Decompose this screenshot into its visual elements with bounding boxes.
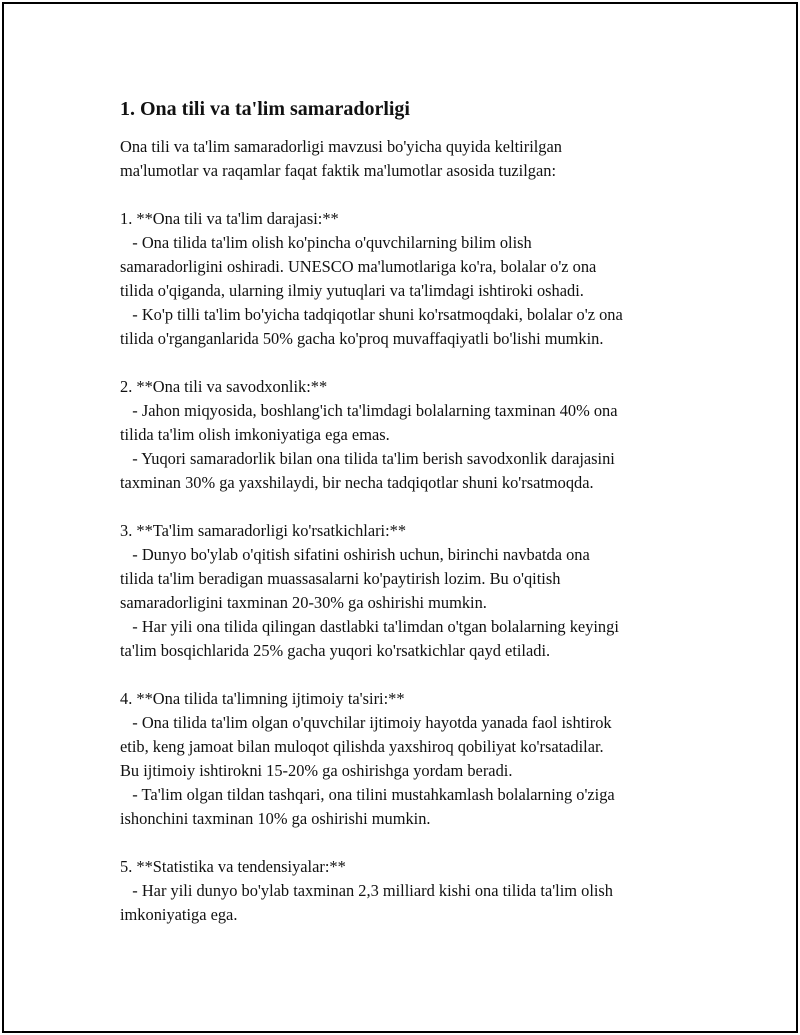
text-line: ma'lumotlar va raqamlar faqat faktik ma'lumotlar asosida tuzilgan: — [120, 161, 557, 180]
text-line: - Har yili dunyo bo'ylab taxminan 2,3 milliard kishi ona tilida ta'lim olish — [120, 881, 614, 900]
text-line: taxminan 30% ga yaxshilaydi, bir necha tadqiqotlar shuni ko'rsatmoqda. — [120, 473, 594, 492]
intro-paragraph — [120, 135, 700, 183]
text-line: - Jahon miqyosida, boshlang'ich ta'limdagi bolalarning taxminan 40% ona — [120, 401, 618, 420]
text-line: ishonchini taxminan 10% ga oshirishi mumkin. — [120, 809, 431, 828]
section-paragraph — [120, 687, 700, 831]
section-heading: 4. **Ona tilida ta'limning ijtimoiy ta'siri:** — [120, 689, 405, 708]
text-line: Bu ijtimoiy ishtirokni 15-20% ga oshirishga yordam beradi. — [120, 761, 513, 780]
text-line: samaradorligini oshiradi. UNESCO ma'lumotlariga ko'ra, bolalar o'z ona — [120, 257, 597, 276]
section-2 — [120, 375, 700, 495]
section-heading: 5. **Statistika va tendensiyalar:** — [120, 857, 346, 876]
section-paragraph — [120, 207, 700, 351]
text-line: - Ta'lim olgan tildan tashqari, ona tilini mustahkamlash bolalarning o'ziga — [120, 785, 615, 804]
text-line: etib, keng jamoat bilan muloqot qilishda yaxshiroq qobiliyat ko'rsatadilar. — [120, 737, 604, 756]
section-heading: 2. **Ona tili va savodxonlik:** — [120, 377, 328, 396]
text-line: - Yuqori samaradorlik bilan ona tilida ta'lim berish savodxonlik darajasini — [120, 449, 615, 468]
section-paragraph — [120, 519, 700, 663]
section-paragraph — [120, 375, 700, 495]
text-line: - Dunyo bo'ylab o'qitish sifatini oshirish uchun, birinchi navbatda ona — [120, 545, 590, 564]
section-paragraph — [120, 855, 700, 927]
text-line: samaradorligini taxminan 20-30% ga oshirishi mumkin. — [120, 593, 487, 612]
section-3 — [120, 519, 700, 663]
text-line: tilida ta'lim beradigan muassasalarni ko'paytirish lozim. Bu o'qitish — [120, 569, 561, 588]
text-line: - Ona tilida ta'lim olish ko'pincha o'quvchilarning bilim olish — [120, 233, 532, 252]
section-heading: 1. **Ona tili va ta'lim darajasi:** — [120, 209, 339, 228]
text-line: tilida ta'lim olish imkoniyatiga ega emas. — [120, 425, 390, 444]
page-frame — [2, 2, 798, 1033]
text-line: - Har yili ona tilida qilingan dastlabki ta'limdan o'tgan bolalarning keyingi — [120, 617, 619, 636]
section-4 — [120, 687, 700, 831]
section-5 — [120, 855, 700, 927]
document-title: 1. Ona tili va ta'lim samaradorligi — [120, 98, 410, 120]
section-1 — [120, 207, 700, 351]
document-body — [120, 96, 700, 927]
text-line: Ona tili va ta'lim samaradorligi mavzusi bo'yicha quyida keltirilgan — [120, 137, 562, 156]
text-line: ta'lim bosqichlarida 25% gacha yuqori ko'rsatkichlar qayd etiladi. — [120, 641, 551, 660]
text-line: imkoniyatiga ega. — [120, 905, 238, 924]
text-line: tilida o'rganganlarida 50% gacha ko'proq muvaffaqiyatli bo'lishi mumkin. — [120, 329, 604, 348]
section-heading: 3. **Ta'lim samaradorligi ko'rsatkichlari:** — [120, 521, 407, 540]
text-line: - Ko'p tilli ta'lim bo'yicha tadqiqotlar shuni ko'rsatmoqdaki, bolalar o'z ona — [120, 305, 623, 324]
text-line: tilida o'qiganda, ularning ilmiy yutuqlari va ta'limdagi ishtiroki oshadi. — [120, 281, 584, 300]
text-line: - Ona tilida ta'lim olgan o'quvchilar ijtimoiy hayotda yanada faol ishtirok — [120, 713, 612, 732]
